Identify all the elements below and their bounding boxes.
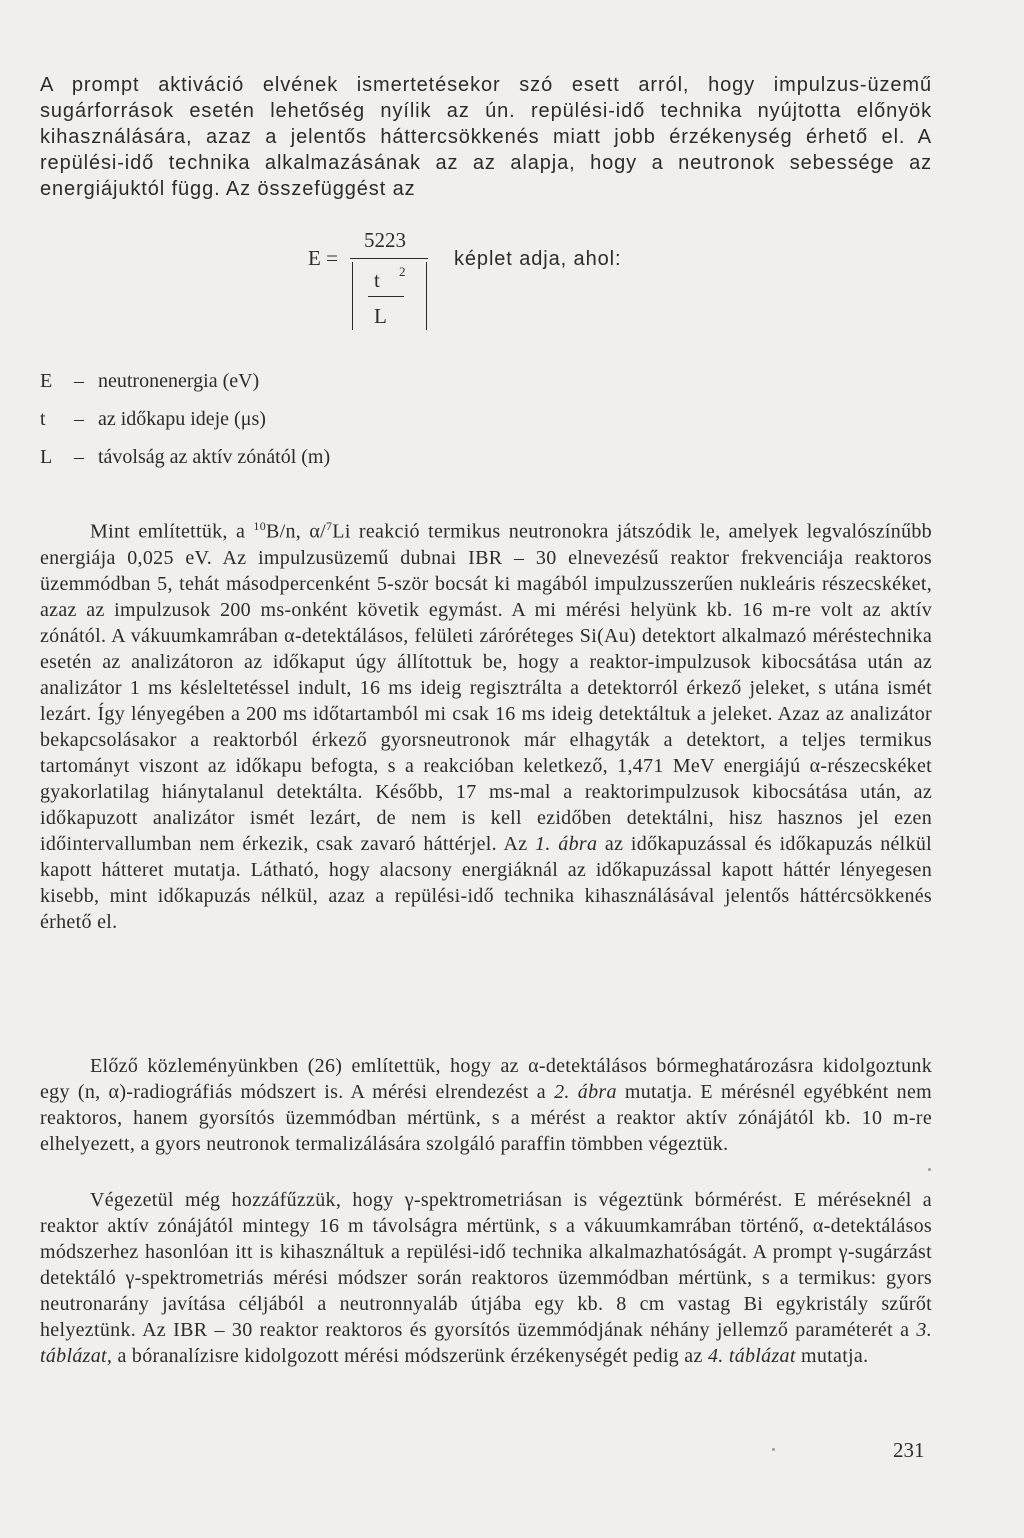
document-page: A prompt aktiváció elvének ismertetésekor szó esett arról, hogy impulzus-üzemű sugárforrások esetén lehetőség nyílik az ún. repülési-idő technika nyújtotta előnyök kihasználására, azaz a jelentős háttercsökkenés miatt jobb érzékenység érhető el. A repülési-idő technika alkalmazásának az az alapja, hogy a neutronok sebessége az energiájuktól függ. Az összefüggést az E = 5223 t 2 L képlet adja, ahol: E – neutronenergia (eV) t – az időkapu ideje (μs) L – távolság az aktív zónától (m) Mint említettük, a $^{10}$B/n, α/$^7$Li reakció termikus neutronokra játszódik le, amelyek legvalószínűbb energiája 0,025 eV. Az impulzusüzemű dubnai IBR – 30 elnevezésű reaktor frekvenciája reaktoros üzemmódban 5, tehát másodpercenként 5-ször bocsát ki magából impulzusszerűen nukleáris részecskéket, azaz az impulzusok 200 ms-onként követik egymást. A mi mérési helyünk kb. 16 m-re volt az aktív zónától. A vákuumkamrában α-detektálásos, felületi záróréteges Si(Au) detektort alkalmazó méréstechnika esetén az analizátoron az időkaput úgy állítottuk be, hogy a reaktor-impulzusok kibocsátása után az analizátor 1 ms késleltetéssel indult, 16 ms ideig regisztrálta a detektorról érkező jeleket, s utána ismét lezárt. Így lényegében a 200 ms időtartamból mi csak 16 ms ideig detektáltuk a jeleket. Azaz az analizátor bekapcsolásakor a reaktorból érkező gyorsneutronok már elhagyták a detektort, a teljes termikus tartományt viszont az időkapu befogta, s a reakcióban keletkező, 1,471 MeV energiájú α-részecskéket gyakorlatilag hiánytalanul detektálta. Később, 17 ms-mal a reaktorimpulzusok kibocsátása után, az időkapuzott analizátor ismét lezárt, de nem is kell ezidőben detektálni, hisz hasznos jel ezen időintervallumban nem érkezik, csak zavaró háttérjel. Az 1. ábra az időkapuzással és időkapuzás nélkül kapott hátteret mutatja. Látható, hogy alacsony energiáknál az időkapuzással kapott háttér lényegesen kisebb, mint időkapuzás nélkül, azaz a repülési-idő technika kihasználásával jelentős háttércsökkenés érhető el. Előző közleményünkben (26) említettük, hogy az α-detektálásos bórmeghatározásra kidolgoztunk egy (n, α)-radiográfiás módszert is. A mérési elrendezést a 2. ábra mutatja. E mérésnél egyébként nem reaktoros, hanem gyorsítós üzemmódban mértünk, s a mérést a reaktor aktív zónájától kb. 10 m-re elhelyezett, a gyors neutronok termalizálására szolgáló paraffin tömbben végeztük. Végezetül még hozzáfűzzük, hogy γ-spektrometriásan is végeztünk bórmérést. E méréseknél a reaktor aktív zónájától mintegy 16 m távolságra mértünk, s a vákuumkamrában történő, α-detektálásos módszerhez hasonlóan itt is kihasználtuk a repülési-idő technika alkalmazhatóságát. A prompt γ-sugárzást detektáló γ-spektrometriás mérési módszer során reaktoros üzemmódban mértünk, s a termikus: gyors neutronarány javítása céljából a neutronnyaláb útjába egy kb. 8 cm vastag Bi egykristály szűrőt helyeztünk. Az IBR – 30 reaktor reaktoros és gyorsítós üzemmódjának néhány jellemző paraméterét a 3. táblázat, a bóranalízisre kidolgozott mérési módszerünk érzékenységét pedig az 4. táblázat mutatja. 231 — [40, 74, 932, 1462]
formula-inner-denominator: L — [374, 304, 387, 328]
body-paragraph-2: Mint említettük, a $^{10}$B/n, α/$^7$Li reakció termikus neutronokra játszódik le, amelyek legvalószínűbb energiája 0,025 eV. Az impulzusüzemű dubnai IBR – 30 elnevezésű reaktor frekvenciája reaktoros üzemmódban 5, tehát másodpercenként 5-ször bocsát ki magából impulzusszerűen nukleáris részecskéket, azaz az impulzusok 200 ms-onként követik egymást. A mi mérési helyünk kb. 16 m-re volt az aktív zónától. A vákuumkamrában α-detektálásos, felületi záróréteges Si(Au) detektort alkalmazó méréstechnika esetén az analizátoron az időkaput úgy állítottuk be, hogy a reaktor-impulzusok kibocsátása után az analizátor 1 ms késleltetéssel indult, 16 ms ideig regisztrálta a detektorról érkező jeleket, s utána ismét lezárt. Így lényegében a 200 ms időtartamból mi csak 16 ms ideig detektáltuk a jeleket. Azaz az analizátor bekapcsolásakor a reaktorból érkező gyorsneutronok már elhagyták a detektort, a teljes termikus tartományt viszont az időkapu befogta, s a reakcióban keletkező, 1,471 MeV energiájú α-részecskéket gyakorlatilag hiánytalanul detektálta. Később, 17 ms-mal a reaktorimpulzusok kibocsátása után, az időkapuzott analizátor ismét lezárt, de nem is kell ezidőben detektálni, hisz hasznos jel ezen időintervallumban nem érkezik, csak zavaró háttérjel. Az 1. ábra az időkapuzással és időkapuzás nélkül kapott hátteret mutatja. Látható, hogy alacsony energiáknál az időkapuzással kapott háttér lényegesen kisebb, mint időkapuzás nélkül, azaz a repülési-idő technika kihasználásával jelentős háttércsökkenés érhető el. — [40, 519, 932, 933]
figure-reference: 1. ábra — [535, 832, 598, 855]
inner-fraction-bar — [368, 296, 404, 297]
formula-suffix: képlet adja, ahol: — [454, 248, 622, 270]
print-speck — [772, 1448, 775, 1451]
print-speck — [928, 1168, 931, 1171]
formula-numerator: 5223 — [364, 228, 406, 252]
page-number: 231 — [893, 1438, 925, 1462]
energy-formula — [308, 228, 708, 338]
figure-reference: 2. ábra — [554, 1081, 617, 1103]
table-reference: 3. táblázat, — [40, 1319, 932, 1367]
radical-right-bar — [426, 262, 427, 330]
formula-inner-numerator: t — [374, 268, 380, 292]
fraction-bar — [350, 258, 428, 259]
intro-paragraph: A prompt aktiváció elvének ismertetésekor szó esett arról, hogy impulzus-üzemű sugárforrások esetén lehetőség nyílik az ún. repülési-idő technika nyújtotta előnyök kihasználására, azaz a jelentős háttercsökkenés miatt jobb érzékenység érhető el. A repülési-idő technika alkalmazásának az az alapja, hogy a neutronok sebessége az energiájuktól függ. Az összefüggést az — [40, 74, 932, 200]
radical-left-bar — [352, 262, 353, 330]
formula-lhs: E = — [308, 246, 338, 270]
body-paragraph-4: Végezetül még hozzáfűzzük, hogy γ-spektrometriásan is végeztünk bórmérést. E méréseknél a reaktor aktív zónájától mintegy 16 m távolságra mértünk, s a vákuumkamrában történő, α-detektálásos módszerhez hasonlóan itt is kihasználtuk a repülési-idő technika alkalmazhatóságát. A prompt γ-sugárzást detektáló γ-spektrometriás mérési módszer során reaktoros üzemmódban mértünk, s a termikus: gyors neutronarány javítása céljából a neutronnyaláb útjába egy kb. 8 cm vastag Bi egykristály szűrőt helyeztünk. Az IBR – 30 reaktor reaktoros és gyorsítós üzemmódjának néhány jellemző paraméterét a 3. táblázat, a bóranalízisre kidolgozott mérési módszerünk érzékenységét pedig az 4. táblázat mutatja. — [40, 1189, 932, 1367]
table-reference: 4. táblázat — [707, 1345, 796, 1367]
body-paragraph-3: Előző közleményünkben (26) említettük, hogy az α-detektálásos bórmeghatározásra kidolgoztunk egy (n, α)-radiográfiás módszert is. A mérési elrendezést a 2. ábra mutatja. E mérésnél egyébként nem reaktoros, hanem gyorsítós üzemmódban mértünk, s a mérést a reaktor aktív zónájától kb. 10 m-re elhelyezett, a gyors neutronok termalizálására szolgáló paraffin tömbben végeztük. — [40, 1055, 932, 1155]
formula-exponent: 2 — [399, 264, 406, 279]
